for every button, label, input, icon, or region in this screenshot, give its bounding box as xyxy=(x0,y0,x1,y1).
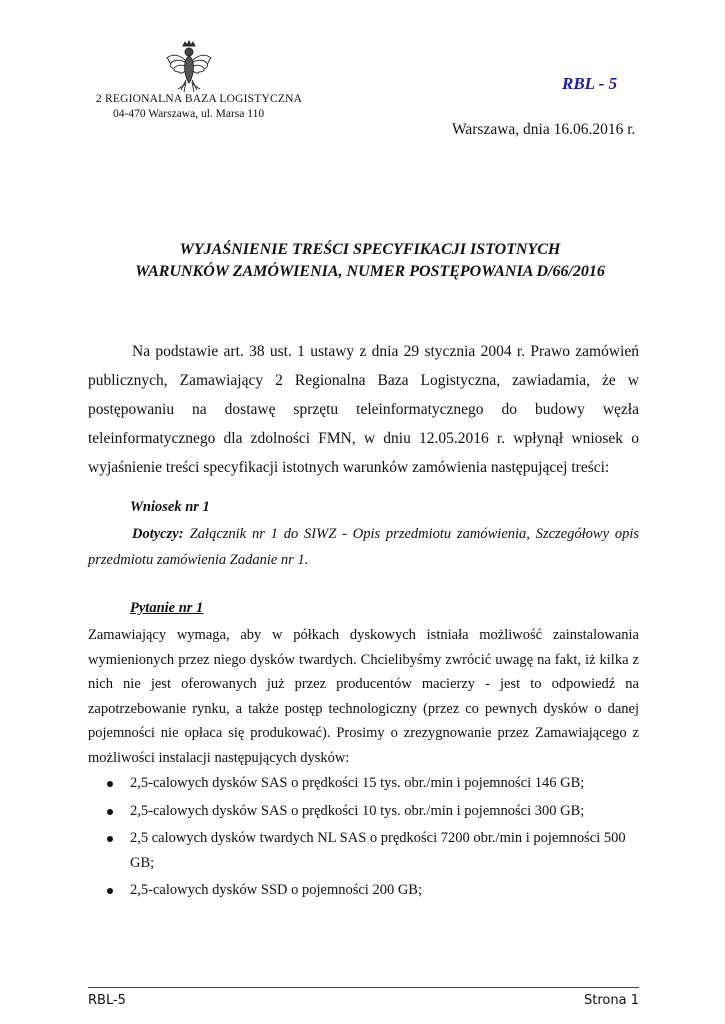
intro-paragraph: Na podstawie art. 38 ust. 1 ustawy z dnia 29 stycznia 2004 r. Prawo zamówień publicznych, Zamawiający 2 Regionalna Baza Logistyczna, zawiadamia, że w postępowaniu na dostawę sprzętu teleinformatycznego do budowy węzła teleinformatycznego dla zdolności FMN, w dniu 12.05.2016 r. wpłynął wniosek o wyjaśnienie treści specyfikacji istotnych warunków zamówienia następującej treści: xyxy=(88,343,639,476)
concerns-text: Załącznik nr 1 do SIWZ - Opis przedmiotu zamówienia, Szczegółowy opis przedmiotu zamówienia Zadanie nr 1. xyxy=(88,526,640,568)
institution-address: 04-470 Warszawa, ul. Marsa 110 xyxy=(113,108,265,120)
list-item: 2,5-calowych dysków SAS o prędkości 10 tys. obr./min i pojemności 300 GB; xyxy=(88,799,639,824)
request-heading: Wniosek nr 1 xyxy=(130,499,210,515)
bullet-icon xyxy=(107,836,113,842)
question-heading: Pytanie nr 1 xyxy=(130,600,204,616)
footer-divider xyxy=(88,987,639,988)
bullet-icon xyxy=(107,888,113,894)
page-number: Strona 1 xyxy=(584,993,639,1008)
list-item: 2,5-calowych dysków SSD o pojemności 200 GB; xyxy=(88,878,639,903)
disk-list xyxy=(88,771,639,906)
document-title-line-1: WYJAŚNIENIE TREŚCI SPECYFIKACJI ISTOTNYCH xyxy=(179,241,561,258)
document-code: RBL - 5 xyxy=(562,74,618,93)
footer-doc-code: RBL-5 xyxy=(88,993,126,1008)
institution-name: 2 REGIONALNA BAZA LOGISTYCZNA xyxy=(96,93,303,105)
bullet-icon xyxy=(107,781,113,787)
document-title-line-2: WARUNKÓW ZAMÓWIENIA, NUMER POSTĘPOWANIA D/66/2016 xyxy=(135,263,605,280)
date-line: Warszawa, dnia 16.06.2016 r. xyxy=(452,121,636,138)
list-item: 2,5-calowych dysków SAS o prędkości 15 tys. obr./min i pojemności 146 GB; xyxy=(88,771,639,796)
concerns-label: Dotyczy: xyxy=(132,526,184,542)
request-concerns xyxy=(88,521,639,573)
list-item: 2,5 calowych dysków twardych NL SAS o prędkości 7200 obr./min i pojemności 500 GB; xyxy=(88,826,639,875)
question-text: Zamawiający wymaga, aby w półkach dyskowych istniała możliwość zainstalowania wymienionych przez niego dysków twardych. Chcielibyśmy zwrócić uwagę na fakt, iż kilka z nich nie jest oferowanych już przez producentów macierzy - jest to odpowiedź na zapotrzebowanie rynku, a także postęp technologiczny (przez co pewnych dysków o danej pojemności nie opłaca się produkować). Prosimy o zrezygnowanie przez Zamawiającego z możliwości instalacji następujących dysków: xyxy=(88,627,639,766)
bullet-icon xyxy=(107,809,113,815)
polish-eagle-emblem-icon xyxy=(164,40,214,96)
